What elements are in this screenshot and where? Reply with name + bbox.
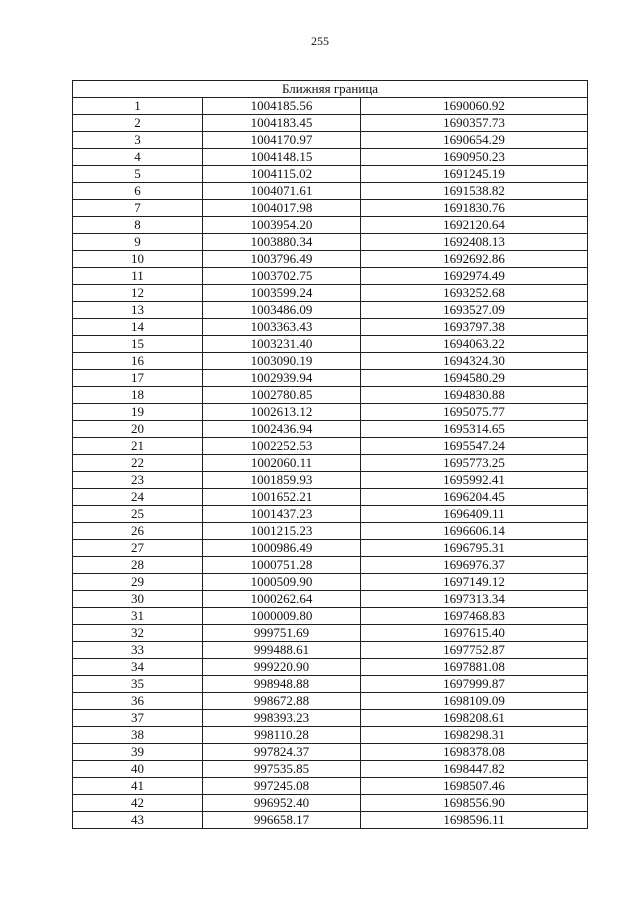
point-number-cell: 14 bbox=[73, 319, 203, 336]
y-coordinate-cell: 1692408.13 bbox=[361, 234, 588, 251]
y-coordinate-cell: 1694830.88 bbox=[361, 387, 588, 404]
x-coordinate-cell: 998948.88 bbox=[203, 676, 361, 693]
x-coordinate-cell: 997824.37 bbox=[203, 744, 361, 761]
page-number: 255 bbox=[311, 34, 329, 48]
x-coordinate-cell: 1002252.53 bbox=[203, 438, 361, 455]
point-number-cell: 8 bbox=[73, 217, 203, 234]
y-coordinate-cell: 1695314.65 bbox=[361, 421, 588, 438]
x-coordinate-cell: 1000009.80 bbox=[203, 608, 361, 625]
table-row bbox=[73, 183, 588, 200]
point-number-cell: 31 bbox=[73, 608, 203, 625]
table-row bbox=[73, 421, 588, 438]
x-coordinate-cell: 1002436.94 bbox=[203, 421, 361, 438]
point-number-cell: 17 bbox=[73, 370, 203, 387]
point-number-cell: 3 bbox=[73, 132, 203, 149]
table-title: Ближняя граница bbox=[73, 81, 588, 98]
table-row bbox=[73, 132, 588, 149]
x-coordinate-cell: 1003954.20 bbox=[203, 217, 361, 234]
table-row bbox=[73, 285, 588, 302]
table-row bbox=[73, 455, 588, 472]
table-row bbox=[73, 557, 588, 574]
x-coordinate-cell: 997245.08 bbox=[203, 778, 361, 795]
point-number-cell: 28 bbox=[73, 557, 203, 574]
table-row bbox=[73, 438, 588, 455]
x-coordinate-cell: 998110.28 bbox=[203, 727, 361, 744]
table-row bbox=[73, 693, 588, 710]
point-number-cell: 26 bbox=[73, 523, 203, 540]
y-coordinate-cell: 1693252.68 bbox=[361, 285, 588, 302]
point-number-cell: 11 bbox=[73, 268, 203, 285]
y-coordinate-cell: 1695773.25 bbox=[361, 455, 588, 472]
point-number-cell: 43 bbox=[73, 812, 203, 829]
table-row bbox=[73, 200, 588, 217]
x-coordinate-cell: 1003090.19 bbox=[203, 353, 361, 370]
table-row bbox=[73, 489, 588, 506]
y-coordinate-cell: 1697752.87 bbox=[361, 642, 588, 659]
table-row bbox=[73, 166, 588, 183]
table-row bbox=[73, 608, 588, 625]
table-row bbox=[73, 710, 588, 727]
point-number-cell: 35 bbox=[73, 676, 203, 693]
x-coordinate-cell: 1003702.75 bbox=[203, 268, 361, 285]
table-row bbox=[73, 676, 588, 693]
table-row bbox=[73, 149, 588, 166]
y-coordinate-cell: 1698447.82 bbox=[361, 761, 588, 778]
point-number-cell: 18 bbox=[73, 387, 203, 404]
x-coordinate-cell: 1003599.24 bbox=[203, 285, 361, 302]
y-coordinate-cell: 1692974.49 bbox=[361, 268, 588, 285]
x-coordinate-cell: 1001215.23 bbox=[203, 523, 361, 540]
table-header-row bbox=[73, 81, 588, 98]
table-row bbox=[73, 251, 588, 268]
point-number-cell: 1 bbox=[73, 98, 203, 115]
x-coordinate-cell: 1002060.11 bbox=[203, 455, 361, 472]
coordinates-table bbox=[72, 80, 588, 829]
table-row bbox=[73, 761, 588, 778]
point-number-cell: 9 bbox=[73, 234, 203, 251]
point-number-cell: 42 bbox=[73, 795, 203, 812]
y-coordinate-cell: 1690060.92 bbox=[361, 98, 588, 115]
x-coordinate-cell: 1000262.64 bbox=[203, 591, 361, 608]
y-coordinate-cell: 1696204.45 bbox=[361, 489, 588, 506]
y-coordinate-cell: 1697149.12 bbox=[361, 574, 588, 591]
x-coordinate-cell: 1004115.02 bbox=[203, 166, 361, 183]
y-coordinate-cell: 1698378.08 bbox=[361, 744, 588, 761]
x-coordinate-cell: 1002780.85 bbox=[203, 387, 361, 404]
x-coordinate-cell: 999751.69 bbox=[203, 625, 361, 642]
x-coordinate-cell: 1001652.21 bbox=[203, 489, 361, 506]
table-row bbox=[73, 268, 588, 285]
table-row bbox=[73, 370, 588, 387]
table-row bbox=[73, 336, 588, 353]
point-number-cell: 5 bbox=[73, 166, 203, 183]
y-coordinate-cell: 1690654.29 bbox=[361, 132, 588, 149]
y-coordinate-cell: 1698298.31 bbox=[361, 727, 588, 744]
point-number-cell: 12 bbox=[73, 285, 203, 302]
y-coordinate-cell: 1693797.38 bbox=[361, 319, 588, 336]
x-coordinate-cell: 1004185.56 bbox=[203, 98, 361, 115]
x-coordinate-cell: 1003486.09 bbox=[203, 302, 361, 319]
x-coordinate-cell: 1003363.43 bbox=[203, 319, 361, 336]
x-coordinate-cell: 1004071.61 bbox=[203, 183, 361, 200]
table-row bbox=[73, 353, 588, 370]
x-coordinate-cell: 1000751.28 bbox=[203, 557, 361, 574]
point-number-cell: 30 bbox=[73, 591, 203, 608]
x-coordinate-cell: 1004170.97 bbox=[203, 132, 361, 149]
y-coordinate-cell: 1697468.83 bbox=[361, 608, 588, 625]
point-number-cell: 23 bbox=[73, 472, 203, 489]
table-row bbox=[73, 727, 588, 744]
table-body bbox=[73, 98, 588, 829]
table-row bbox=[73, 404, 588, 421]
x-coordinate-cell: 1000509.90 bbox=[203, 574, 361, 591]
y-coordinate-cell: 1691830.76 bbox=[361, 200, 588, 217]
y-coordinate-cell: 1697615.40 bbox=[361, 625, 588, 642]
point-number-cell: 32 bbox=[73, 625, 203, 642]
table-row bbox=[73, 319, 588, 336]
y-coordinate-cell: 1696409.11 bbox=[361, 506, 588, 523]
point-number-cell: 19 bbox=[73, 404, 203, 421]
y-coordinate-cell: 1696795.31 bbox=[361, 540, 588, 557]
x-coordinate-cell: 1004183.45 bbox=[203, 115, 361, 132]
x-coordinate-cell: 1003231.40 bbox=[203, 336, 361, 353]
x-coordinate-cell: 1001437.23 bbox=[203, 506, 361, 523]
x-coordinate-cell: 998672.88 bbox=[203, 693, 361, 710]
table-row bbox=[73, 234, 588, 251]
table-row bbox=[73, 574, 588, 591]
point-number-cell: 21 bbox=[73, 438, 203, 455]
table-row bbox=[73, 591, 588, 608]
x-coordinate-cell: 1004017.98 bbox=[203, 200, 361, 217]
y-coordinate-cell: 1690357.73 bbox=[361, 115, 588, 132]
table-row bbox=[73, 115, 588, 132]
table-row bbox=[73, 472, 588, 489]
x-coordinate-cell: 1000986.49 bbox=[203, 540, 361, 557]
point-number-cell: 29 bbox=[73, 574, 203, 591]
x-coordinate-cell: 999488.61 bbox=[203, 642, 361, 659]
x-coordinate-cell: 997535.85 bbox=[203, 761, 361, 778]
point-number-cell: 24 bbox=[73, 489, 203, 506]
point-number-cell: 41 bbox=[73, 778, 203, 795]
point-number-cell: 38 bbox=[73, 727, 203, 744]
y-coordinate-cell: 1693527.09 bbox=[361, 302, 588, 319]
x-coordinate-cell: 996658.17 bbox=[203, 812, 361, 829]
point-number-cell: 40 bbox=[73, 761, 203, 778]
y-coordinate-cell: 1695075.77 bbox=[361, 404, 588, 421]
point-number-cell: 25 bbox=[73, 506, 203, 523]
point-number-cell: 39 bbox=[73, 744, 203, 761]
y-coordinate-cell: 1692692.86 bbox=[361, 251, 588, 268]
table-row bbox=[73, 387, 588, 404]
point-number-cell: 33 bbox=[73, 642, 203, 659]
point-number-cell: 16 bbox=[73, 353, 203, 370]
point-number-cell: 13 bbox=[73, 302, 203, 319]
x-coordinate-cell: 1003880.34 bbox=[203, 234, 361, 251]
y-coordinate-cell: 1697313.34 bbox=[361, 591, 588, 608]
x-coordinate-cell: 1003796.49 bbox=[203, 251, 361, 268]
y-coordinate-cell: 1698109.09 bbox=[361, 693, 588, 710]
point-number-cell: 20 bbox=[73, 421, 203, 438]
y-coordinate-cell: 1697999.87 bbox=[361, 676, 588, 693]
y-coordinate-cell: 1690950.23 bbox=[361, 149, 588, 166]
y-coordinate-cell: 1695992.41 bbox=[361, 472, 588, 489]
y-coordinate-cell: 1696606.14 bbox=[361, 523, 588, 540]
y-coordinate-cell: 1698596.11 bbox=[361, 812, 588, 829]
x-coordinate-cell: 996952.40 bbox=[203, 795, 361, 812]
point-number-cell: 15 bbox=[73, 336, 203, 353]
y-coordinate-cell: 1698507.46 bbox=[361, 778, 588, 795]
y-coordinate-cell: 1691245.19 bbox=[361, 166, 588, 183]
y-coordinate-cell: 1692120.64 bbox=[361, 217, 588, 234]
point-number-cell: 7 bbox=[73, 200, 203, 217]
y-coordinate-cell: 1694063.22 bbox=[361, 336, 588, 353]
x-coordinate-cell: 1004148.15 bbox=[203, 149, 361, 166]
point-number-cell: 37 bbox=[73, 710, 203, 727]
point-number-cell: 6 bbox=[73, 183, 203, 200]
y-coordinate-cell: 1698556.90 bbox=[361, 795, 588, 812]
table-row bbox=[73, 217, 588, 234]
table-row bbox=[73, 540, 588, 557]
y-coordinate-cell: 1694580.29 bbox=[361, 370, 588, 387]
point-number-cell: 34 bbox=[73, 659, 203, 676]
table-row bbox=[73, 98, 588, 115]
x-coordinate-cell: 998393.23 bbox=[203, 710, 361, 727]
x-coordinate-cell: 1001859.93 bbox=[203, 472, 361, 489]
y-coordinate-cell: 1698208.61 bbox=[361, 710, 588, 727]
table-row bbox=[73, 744, 588, 761]
table-row bbox=[73, 625, 588, 642]
table-row bbox=[73, 778, 588, 795]
x-coordinate-cell: 1002939.94 bbox=[203, 370, 361, 387]
table-row bbox=[73, 812, 588, 829]
table-row bbox=[73, 659, 588, 676]
table-row bbox=[73, 302, 588, 319]
x-coordinate-cell: 999220.90 bbox=[203, 659, 361, 676]
table-row bbox=[73, 642, 588, 659]
point-number-cell: 4 bbox=[73, 149, 203, 166]
table-row bbox=[73, 506, 588, 523]
y-coordinate-cell: 1696976.37 bbox=[361, 557, 588, 574]
point-number-cell: 2 bbox=[73, 115, 203, 132]
point-number-cell: 22 bbox=[73, 455, 203, 472]
x-coordinate-cell: 1002613.12 bbox=[203, 404, 361, 421]
point-number-cell: 27 bbox=[73, 540, 203, 557]
y-coordinate-cell: 1691538.82 bbox=[361, 183, 588, 200]
point-number-cell: 36 bbox=[73, 693, 203, 710]
table-row bbox=[73, 523, 588, 540]
table-row bbox=[73, 795, 588, 812]
point-number-cell: 10 bbox=[73, 251, 203, 268]
y-coordinate-cell: 1694324.30 bbox=[361, 353, 588, 370]
y-coordinate-cell: 1697881.08 bbox=[361, 659, 588, 676]
y-coordinate-cell: 1695547.24 bbox=[361, 438, 588, 455]
